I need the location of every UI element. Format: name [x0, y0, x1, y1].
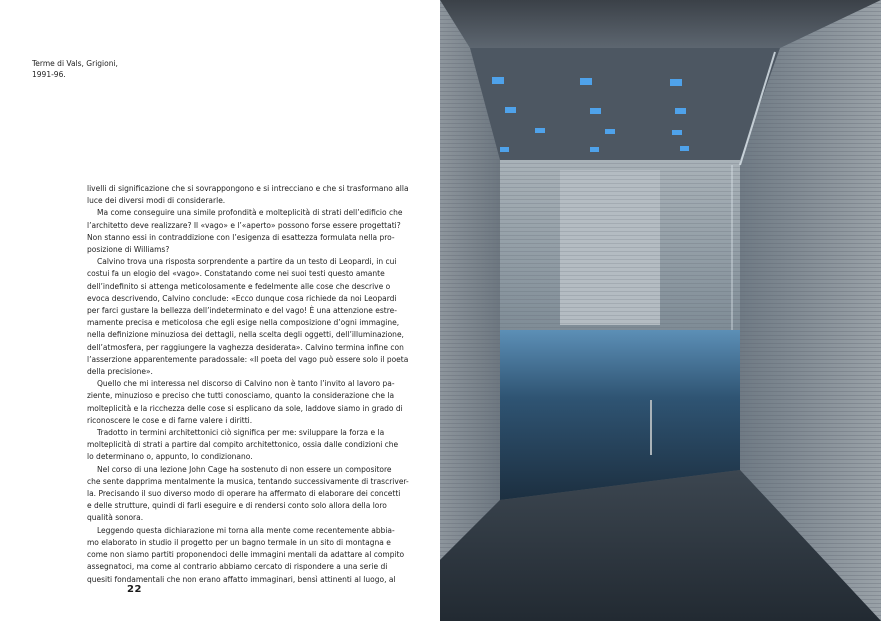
- text-line: Ma come conseguire una simile profondità e molteplicità di strati dell’edificio che: [97, 208, 403, 218]
- back-opening-lines: [560, 170, 660, 325]
- skylight: [605, 129, 615, 134]
- photo-caption: [32, 58, 172, 80]
- text-line: costui fa un elogio del «vago». Constatando come nei suoi testi questo amante: [87, 269, 385, 279]
- body-paragraph: [87, 256, 409, 378]
- skylight: [500, 147, 509, 152]
- text-line: la. Precisando il suo diverso modo di operare ha affermato di elaborare dei concetti: [87, 489, 401, 499]
- skylight: [672, 130, 682, 135]
- text-line: Non stanno essi in contraddizione con l’esigenza di esattezza formulata nella pro-: [87, 232, 395, 242]
- caption-line: 1991-96.: [32, 70, 66, 79]
- body-paragraph: [87, 378, 403, 427]
- text-line: dell’atmosfera, per raggiungere la vaghezza desiderata». Calvino termina infine con: [87, 342, 404, 352]
- text-line: molteplicità e la ricchezza delle cose si esplicano da sole, laddove siamo in grado di: [87, 403, 403, 413]
- text-line: dell’indefinito si attenga meticolosamente e fedelmente alle cose che descrive o: [87, 281, 391, 291]
- skylight: [535, 128, 545, 133]
- text-line: livelli di significazione che si sovrappongono e si intrecciano e che si trasformano alla: [87, 184, 409, 193]
- text-line: per farci gustare la bellezza dell’indeterminato e del vago! È una attenzione estre-: [87, 306, 397, 316]
- page-number: 22: [127, 584, 142, 595]
- skylight: [505, 107, 516, 113]
- text-line: molteplicità di strati a partire dal compito architettonico, ossia dalle condizioni che: [87, 440, 399, 450]
- text-line: come non siamo partiti proponendoci delle immagini mentali da adattare al compito: [87, 550, 405, 560]
- text-line: Nel corso di una lezione John Cage ha sostenuto di non essere un compositore: [97, 464, 392, 474]
- body-paragraph: [87, 183, 409, 207]
- body-paragraph: [87, 207, 403, 256]
- skylight: [590, 147, 599, 152]
- text-line: lo determinano o, appunto, lo condizionano.: [87, 452, 253, 462]
- text-line: l’architetto deve realizzare? Il «vago» e l’«aperto» possono forse essere progettati?: [87, 220, 401, 230]
- text-line: nella definizione minuziosa dei dettagli, nella scelta degli oggetti, dell’illuminazione,: [87, 330, 404, 340]
- text-line: Quello che mi interessa nel discorso di Calvino non è tanto l’invito al lavoro pa-: [97, 379, 395, 389]
- text-line: della precisione».: [87, 367, 153, 377]
- left-page: [0, 0, 440, 621]
- thermal-bath-photo: [440, 0, 881, 621]
- text-line: mo elaborato in studio il progetto per un bagno termale in un sito di montagna e: [87, 537, 391, 547]
- skylight: [680, 146, 689, 151]
- text-line: e delle strutture, quindi di farli eseguire e di rendersi conto solo allora della loro: [87, 501, 387, 511]
- text-line: ziente, minuzioso e preciso che tutti conosciamo, quanto la considerazione che la: [87, 391, 395, 401]
- skylight: [580, 78, 592, 85]
- ceiling-inner: [470, 48, 780, 160]
- caption-line: Terme di Vals, Grigioni,: [32, 59, 118, 68]
- text-line: assegnatoci, ma come al contrario abbiamo cercato di rispondere a una serie di: [87, 562, 388, 572]
- text-line: posizione di Williams?: [87, 245, 170, 255]
- text-line: quesiti fondamentali che non erano affatto immaginari, bensì attinenti al luogo, al: [87, 574, 396, 584]
- body-paragraph: [87, 427, 398, 464]
- text-line: evoca descrivendo, Calvino conclude: «Ecco dunque cosa richiede da noi Leopardi: [87, 293, 397, 303]
- skylight: [492, 77, 504, 84]
- skylight: [670, 79, 682, 86]
- body-paragraph: [87, 525, 405, 586]
- text-line: Tradotto in termini architettonici ciò significa per me: sviluppare la forza e la: [97, 428, 385, 438]
- skylight: [590, 108, 601, 114]
- skylight: [675, 108, 686, 114]
- text-line: mamente precisa e meticolosa che egli esige nella composizione d’ogni immagine,: [87, 318, 400, 328]
- text-line: Calvino trova una risposta sorprendente a partire da un testo di Leopardi, in cui: [97, 257, 397, 267]
- body-text: [87, 183, 409, 586]
- text-line: riconoscere le cose e di farne valere i diritti.: [87, 415, 253, 425]
- photo-illustration: [440, 0, 881, 621]
- text-line: Leggendo questa dichiarazione mi torna alla mente come recentemente abbia-: [97, 525, 395, 535]
- text-line: l’asserzione apparentemente paradossale: «Il poeta del vago può essere solo il poeta: [87, 354, 409, 364]
- text-line: che sente dapprima mentalmente la musica, tentando successivamente di trascriver-: [87, 476, 409, 486]
- text-line: luce dei diversi modi di considerarle.: [87, 196, 226, 206]
- text-line: qualità sonora.: [87, 513, 144, 523]
- body-paragraph: [87, 464, 409, 525]
